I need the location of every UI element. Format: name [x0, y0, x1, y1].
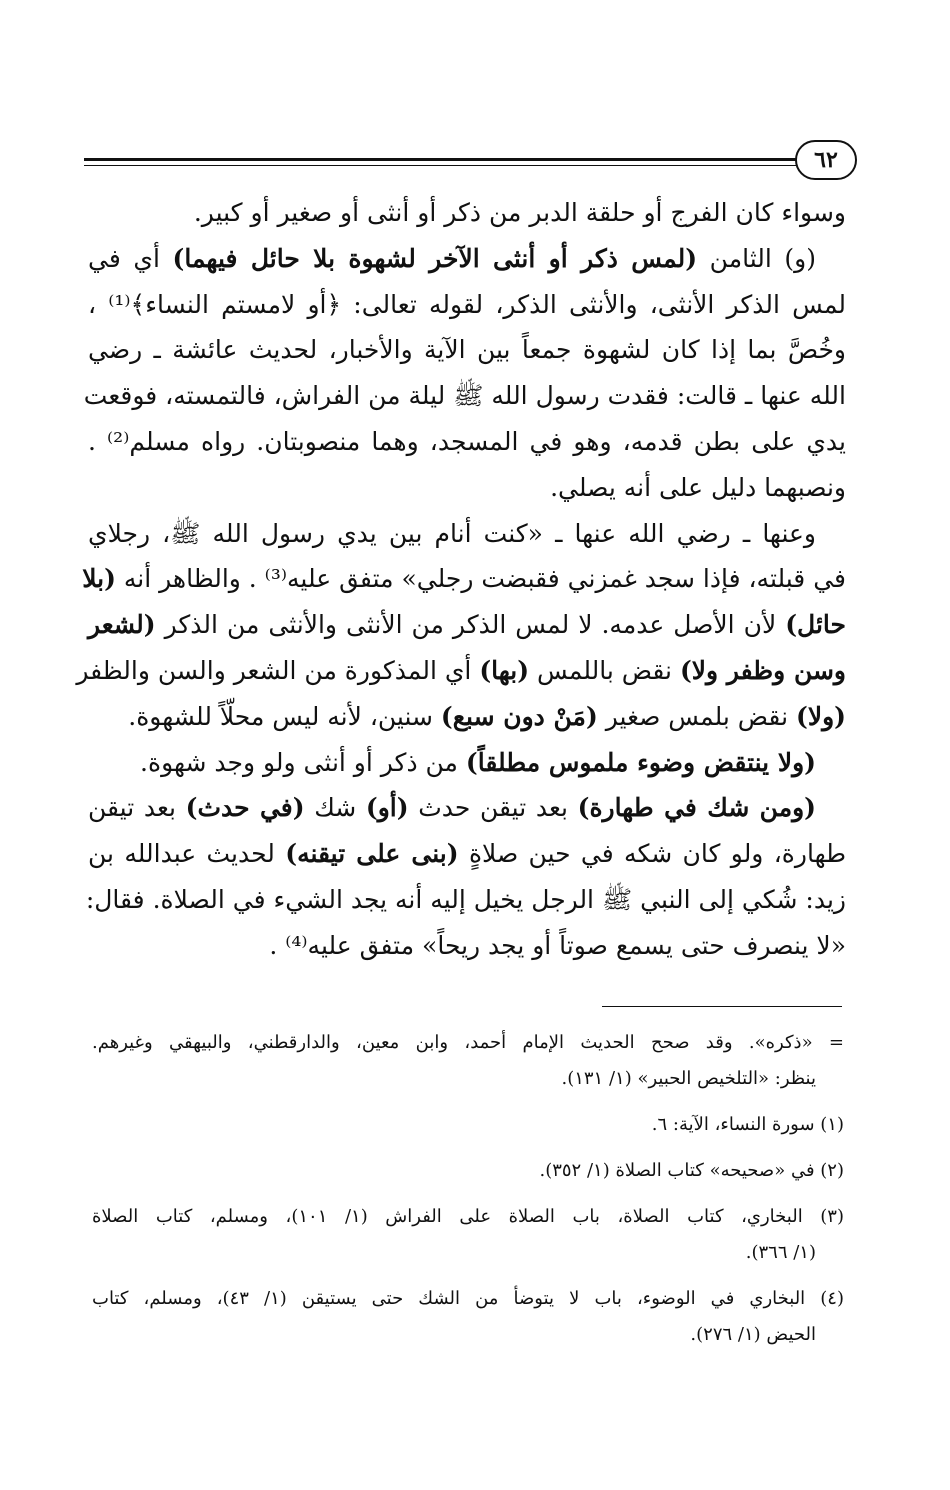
footnote-line: الحيض (١/ ٢٧٦). — [690, 1324, 816, 1345]
text-line — [82, 556, 846, 602]
text-line — [88, 282, 846, 328]
text-line — [76, 648, 846, 694]
bold-segment: حائل) — [785, 610, 846, 640]
footnote-separator — [602, 1006, 842, 1007]
bold-segment: (لشعر — [88, 610, 156, 640]
bold-segment: (مَنْ دون سبع) — [440, 701, 598, 731]
text-segment: ونصبهما دليل على أنه يصلي. — [550, 472, 846, 502]
text-line — [88, 419, 846, 465]
footnote-line: (٢) في «صحيحه» كتاب الصلاة (١/ ٣٥٢). — [539, 1160, 844, 1181]
bold-segment: (بها) — [479, 655, 530, 685]
bold-segment: (أو) — [365, 793, 409, 823]
bold-segment: وسن وظفر ولا) — [679, 655, 846, 685]
text-segment: بعد تيقن حدث — [408, 793, 578, 823]
bold-segment: (في حدث) — [185, 793, 305, 823]
footnote-continuation-line: ينظر: «التلخيص الحبير» (١/ ١٣١). — [561, 1068, 816, 1089]
bold-segment: (لمس ذكر أو أنثى الآخر لشهوة بلا حائل فيهما) — [172, 243, 698, 273]
text-segment: في قبلته، فإذا سجد غمزني فقبضت رجلي» متفق عليه⁽³⁾ . والظاهر أنه — [115, 564, 846, 594]
text-segment: زيد: شُكي إلى النبي ﷺ الرجل يخيل إليه أنه يجد الشيء في الصلاة. فقال: — [85, 884, 846, 914]
text-segment: سنين، لأنه ليس محلّاً للشهوة. — [128, 701, 441, 731]
text-segment: نقض بلمس صغير — [597, 701, 796, 731]
header-rule — [84, 158, 796, 161]
footnote-line: (٤) البخاري في الوضوء، باب لا يتوضأ من الشك حتى يستيقن (١/ ٤٣)، ومسلم، كتاب — [92, 1288, 844, 1309]
text-segment: يدي على بطن قدمه، وهو في المسجد، وهما منصوبتان. رواه مسلم⁽²⁾ . — [88, 426, 846, 456]
text-line — [85, 877, 846, 923]
text-line — [88, 465, 846, 511]
footnote-line: (٣) البخاري، كتاب الصلاة، باب الصلاة على الفراش (١/ ١٠١)، ومسلم، كتاب الصلاة — [92, 1206, 844, 1227]
text-segment: (و) الثامن — [697, 243, 816, 273]
text-segment: أي المذكورة من الشعر والسن والظفر — [76, 655, 480, 685]
text-line — [88, 236, 846, 282]
text-segment: أي في — [88, 243, 173, 273]
text-line — [88, 511, 846, 557]
bold-segment: (ولا) — [796, 701, 846, 731]
text-segment: لمس الذكر الأنثى، والأنثى الذكر، لقوله تعالى: ﴿أو لامستم النساء﴾⁽¹⁾ ، — [88, 289, 847, 319]
header-rule-thin — [84, 165, 796, 166]
text-segment: «لا ينصرف حتى يسمع صوتاً أو يجد ريحاً» متفق عليه⁽⁴⁾ . — [269, 930, 846, 960]
bold-segment: (بلا — [82, 564, 116, 594]
text-segment: لحديث عبدالله بن — [88, 839, 286, 869]
page-number: ٦٢ — [795, 140, 857, 180]
text-line — [88, 831, 846, 877]
text-line — [88, 694, 846, 740]
text-segment: طهارة، ولو كان شكه في حين صلاةٍ — [458, 839, 847, 869]
footnote-line: (١) سورة النساء، الآية: ٦. — [651, 1114, 844, 1135]
bold-segment: (ولا ينتقض وضوء ملموس مطلقاً) — [465, 747, 816, 777]
bold-segment: (ومن شك في طهارة) — [577, 793, 816, 823]
text-segment: بعد تيقن — [88, 793, 186, 823]
text-line — [88, 740, 846, 786]
text-line — [83, 373, 846, 419]
text-segment: لأن الأصل عدمه. لا لمس الذكر من الأنثى والأنثى من الذكر — [155, 610, 786, 640]
text-segment: من ذكر أو أنثى ولو وجد شهوة. — [140, 747, 466, 777]
text-line — [88, 190, 846, 236]
text-line — [88, 327, 846, 373]
text-line — [88, 785, 846, 831]
main-text — [76, 190, 847, 969]
text-segment: وعنها ـ رضي الله عنها ـ «كنت أنام بين يدي رسول الله ﷺ، رجلاي — [88, 518, 816, 548]
text-line — [88, 602, 846, 648]
text-segment: وسواء كان الفرج أو حلقة الدبر من ذكر أو أنثى أو صغير أو كبير. — [193, 198, 846, 227]
footnote-line: (١/ ٣٦٦). — [745, 1242, 816, 1263]
footnote-continuation-line: = «ذكره». وقد صحح الحديث الإمام أحمد، وابن معين، والدارقطني، والبيهقي وغيرهم. — [92, 1032, 844, 1053]
text-segment: وخُصَّ بما إذا كان لشهوة جمعاً بين الآية والأخبار، لحديث عائشة ـ رضي — [88, 335, 846, 365]
text-segment: شك — [304, 793, 366, 823]
bold-segment: (بنى على تيقنه) — [285, 839, 459, 869]
text-segment: الله عنها ـ قالت: فقدت رسول الله ﷺ ليلة من الفراش، فالتمسته، فوقعت — [83, 381, 846, 411]
footnotes — [92, 1025, 844, 1353]
text-segment: نقض باللمس — [529, 655, 680, 685]
text-line — [88, 923, 846, 969]
